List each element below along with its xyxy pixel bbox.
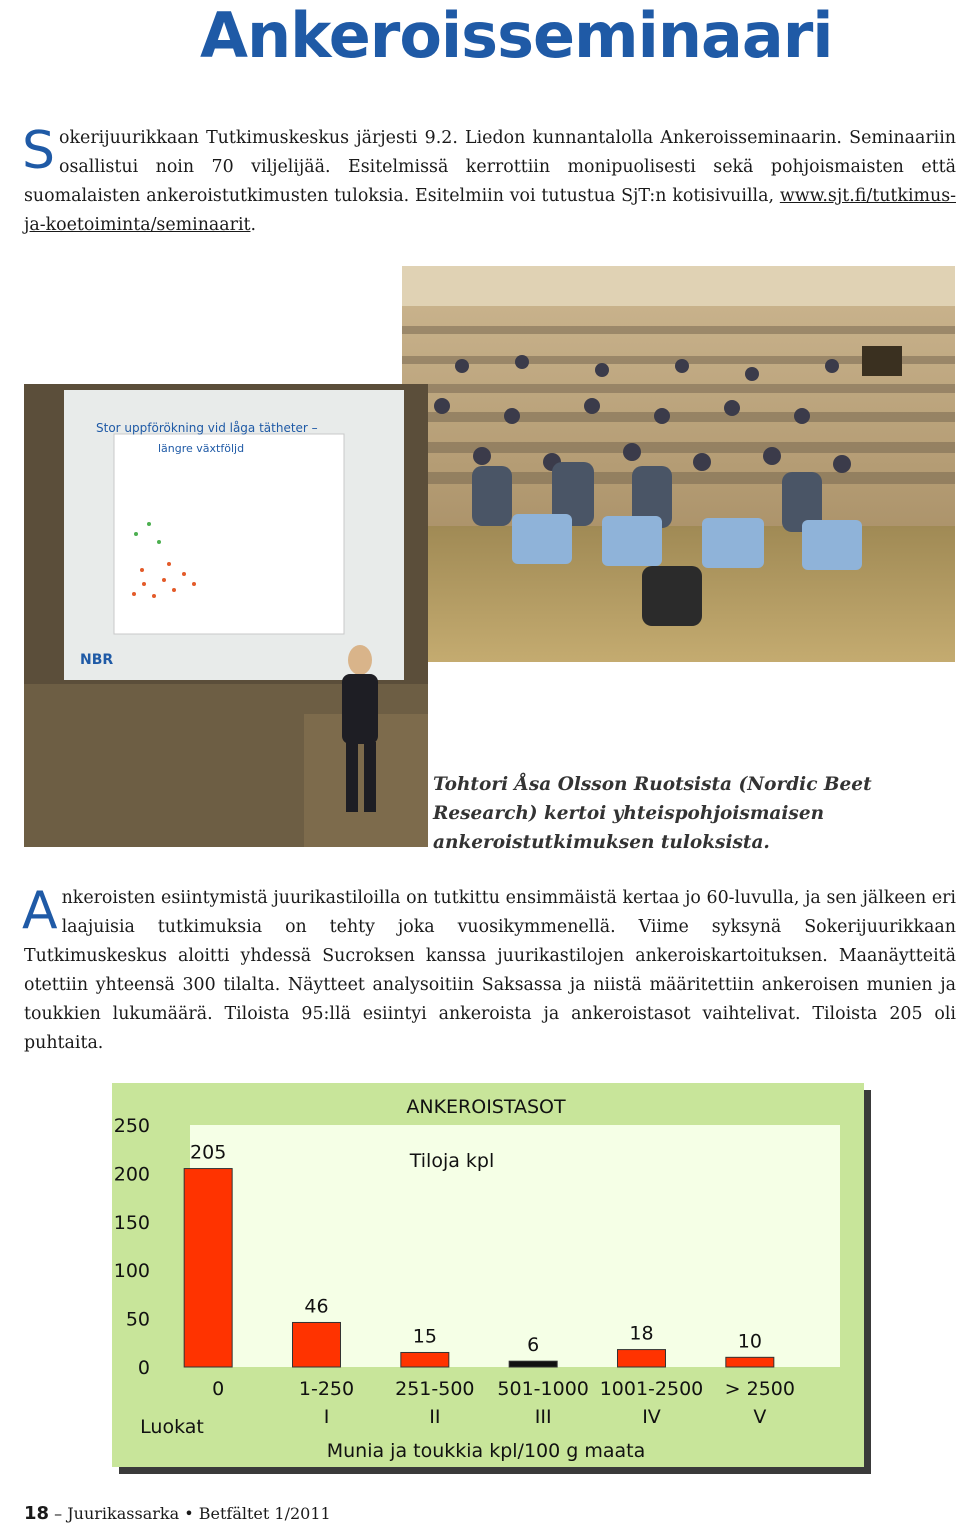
audience-photo [402,266,955,662]
footer-issue: Betfältet 1/2011 [198,1504,331,1523]
intro-end: . [250,215,257,235]
bar-value-label: 6 [527,1334,540,1357]
footer-publication: Juurikassarka [67,1504,180,1523]
y-tick-label: 100 [113,1260,150,1283]
x-axis-label: Munia ja toukkia kpl/100 g maata [326,1440,646,1462]
slide-title-line1: Stor uppförökning vid låga tätheter – [96,421,318,435]
category-label: 0 [212,1378,225,1400]
page-footer [24,1500,331,1528]
page-number: 18 [24,1503,50,1524]
category-axis-title: Luokat [140,1416,204,1438]
speaker-photo [24,384,428,847]
intro-paragraph [22,121,956,240]
class-label: V [753,1406,767,1428]
bar-value-label: 10 [737,1330,762,1353]
chart-frame [112,1083,864,1467]
footer-bullet: • [184,1504,194,1523]
speaker-photo-graphic [24,384,428,847]
bar [509,1361,557,1367]
ankeroistasot-chart [112,1083,864,1467]
website-link[interactable]: www.sjt.fi/tutkimus-ja-koetoiminta/seminaarit [24,186,956,235]
intro-text: okerijuurikkaan Tutkimuskeskus järjesti 9.2. Liedon kunnantalolla Ankeroisseminaarin. Seminaariin osallistui noin 70 viljelijää. Esitelmissä kerrottiin monipuolisesti sekä pohjoismaisten että suomalaisten ankeroistutkimusten tuloksia. Esitelmiin voi tutustua SjT:n kotisivuilla, [24,128,956,206]
chart-subtitle: Tiloja kpl [409,1150,495,1172]
class-label: III [534,1406,552,1428]
article-title: Ankeroisseminaari [200,0,833,72]
y-tick-label: 200 [113,1163,150,1186]
chart-title: ANKEROISTASOT [406,1096,566,1118]
bar [293,1322,341,1367]
intro-dropcap: S [22,121,56,181]
category-label: > 2500 [724,1378,795,1400]
slide-logo: NBR [80,652,114,668]
body-paragraph [22,881,956,1058]
audience-photo-graphic [402,266,955,662]
photo-caption: Tohtori Åsa Olsson Ruotsista (Nordic Beet Research) kertoi yhteispohjoismaisen ankeroistutkimuksen tuloksista. [433,774,872,853]
category-label: 1-250 [298,1378,355,1400]
body-dropcap: A [22,881,58,941]
bar-value-label: 46 [304,1295,329,1318]
category-label: 501-1000 [497,1378,589,1400]
y-tick-label: 250 [113,1115,150,1137]
class-label: I [323,1406,330,1428]
y-tick-label: 0 [137,1357,150,1379]
slide-title-line2: längre växtföljd [158,442,245,455]
bar [184,1169,232,1367]
bar [726,1357,774,1367]
class-label: IV [642,1406,661,1428]
bar-value-label: 18 [629,1322,654,1345]
category-label: 251-500 [395,1378,475,1400]
body-text: nkeroisten esiintymistä juurikastiloilla on tutkittu ensimmäistä kertaa jo 60-luvulla, ja sen jälkeen eri laajuisia tutkimuksia on tehty joka vuosikymmenellä. Viime syksynä Sokerijuurikkaan Tutkimuskeskus aloitti yhdessä Sucroksen kanssa juurikastilojen ankeroiskartoituksen. Maanäytteitä otettiin yhteensä 300 tilalta. Näytteet analysoitiin Saksassa ja niistä määritettiin ankeroisen munien ja toukkien lukumäärä. Tiloista 95:llä esiintyi ankeroista ja ankeroistasot vaihtelivat. Tiloista 205 oli puhtaita. [24,888,956,1053]
y-tick-label: 150 [113,1211,150,1234]
footer-dash: – [54,1504,63,1523]
bar-value-label: 15 [412,1325,437,1348]
bar-value-label: 205 [190,1141,227,1164]
category-label: 1001-2500 [599,1378,704,1400]
y-tick-label: 50 [125,1308,150,1331]
bar [618,1350,666,1367]
class-label: II [429,1406,441,1428]
bar [401,1352,449,1367]
